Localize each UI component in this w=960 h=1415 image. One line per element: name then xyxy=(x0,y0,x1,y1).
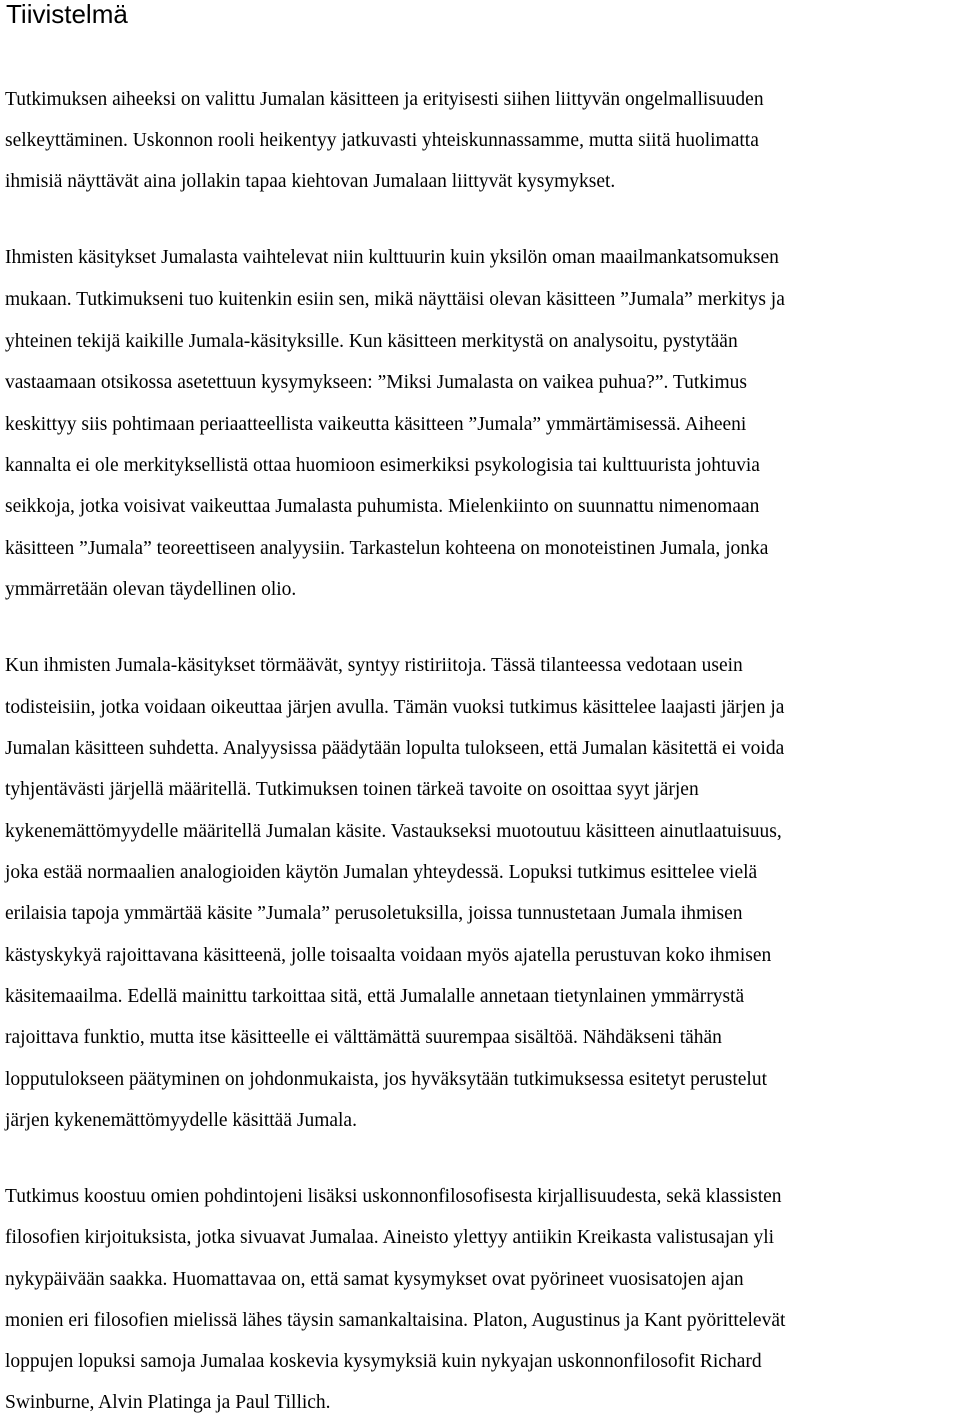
text-line: ihmisiä näyttävät aina jollakin tapaa kiehtovan Jumalaan liittyvät kysymykset. xyxy=(5,171,616,192)
text-line: Swinburne, Alvin Platinga ja Paul Tillich. xyxy=(5,1392,331,1413)
text-line: Ihmisten käsitykset Jumalasta vaihtelevat niin kulttuurin kuin yksilön oman maailmankatsomuksen xyxy=(5,247,779,268)
text-line: Tutkimus koostuu omien pohdintojeni lisäksi uskonnonfilosofisesta kirjallisuudesta, sekä klassisten xyxy=(5,1186,782,1207)
text-line: käsitteen ”Jumala” teoreettiseen analyysiin. Tarkastelun kohteena on monoteistinen Jumala, jonka xyxy=(5,538,769,559)
text-line: kannalta ei ole merkityksellistä ottaa huomioon esimerkiksi psykologisia tai kulttuurista johtuvia xyxy=(5,455,760,476)
text-line: tyhjentävästi järjellä määritellä. Tutkimuksen toinen tärkeä tavoite on osoittaa syyt järjen xyxy=(5,779,699,800)
text-line: loppujen lopuksi samoja Jumalaa koskevia kysymyksiä kuin nykyajan uskonnonfilosofit Richard xyxy=(5,1351,762,1372)
text-line: monien eri filosofien mielissä lähes täysin samankaltaisina. Platon, Augustinus ja Kant pyörittelevät xyxy=(5,1310,786,1331)
text-line: keskittyy siis pohtimaan periaatteellista vaikeutta käsitteen ”Jumala” ymmärtämisessä. Aiheeni xyxy=(5,414,747,435)
text-line: kästyskykyä rajoittavana käsitteenä, jolle toisaalta voidaan myös ajatella perustuvan koko ihmisen xyxy=(5,945,772,966)
text-line: selkeyttäminen. Uskonnon rooli heikentyy jatkuvasti yhteiskunnassamme, mutta siitä huolimatta xyxy=(5,130,759,151)
text-line: ymmärretään olevan täydellinen olio. xyxy=(5,579,297,600)
text-line: rajoittava funktio, mutta itse käsitteelle ei välttämättä suurempaa sisältöä. Nähdäkseni tähän xyxy=(5,1027,722,1048)
text-line: vastaamaan otsikossa asetettuun kysymykseen: ”Miksi Jumalasta on vaikea puhua?”. Tutkimus xyxy=(5,372,747,393)
text-line: Tutkimuksen aiheeksi on valittu Jumalan käsitteen ja erityisesti siihen liittyvän ongelmallisuuden xyxy=(5,89,764,110)
text-line: järjen kykenemättömyydelle käsittää Jumala. xyxy=(5,1110,357,1131)
text-line: Kun ihmisten Jumala-käsitykset törmäävät, syntyy ristiriitoja. Tässä tilanteessa vedotaan usein xyxy=(5,655,743,676)
text-line: yhteinen tekijä kaikille Jumala-käsityksille. Kun käsitteen merkitystä on analysoitu, pystytään xyxy=(5,331,738,352)
text-line: lopputulokseen päätyminen on johdonmukaista, jos hyväksytään tutkimuksessa esitetyt perustelut xyxy=(5,1069,768,1090)
text-line: seikkoja, jotka voisivat vaikeuttaa Jumalasta puhumista. Mielenkiinto on suunnattu nimenomaan xyxy=(5,496,760,517)
page-title: Tiivistelmä xyxy=(6,0,128,29)
text-line: mukaan. Tutkimukseni tuo kuitenkin esiin sen, mikä näyttäisi olevan käsitteen ”Jumala” merkitys ja xyxy=(5,289,785,310)
text-line: joka estää normaalien analogioiden käytön Jumalan yhteydessä. Lopuksi tutkimus esittelee vielä xyxy=(5,862,758,883)
text-line: todisteisiin, jotka voidaan oikeuttaa järjen avulla. Tämän vuoksi tutkimus käsittelee laajasti järjen ja xyxy=(5,697,785,718)
text-line: erilaisia tapoja ymmärtää käsite ”Jumala” perusoletuksilla, joissa tunnustetaan Jumala ihmisen xyxy=(5,903,743,924)
text-line: käsitemaailma. Edellä mainittu tarkoittaa sitä, että Jumalalle annetaan tietynlainen ymmärrystä xyxy=(5,986,745,1007)
text-line: Jumalan käsitteen suhdetta. Analyysissa päädytään lopulta tulokseen, että Jumalan käsitettä ei voida xyxy=(5,738,785,759)
text-line: filosofien kirjoituksista, jotka sivuavat Jumalaa. Aineisto ylettyy antiikin Kreikasta valistusajan yli xyxy=(5,1227,775,1248)
text-line: kykenemättömyydelle määritellä Jumalan käsite. Vastaukseksi muotoutuu käsitteen ainutlaatuisuus, xyxy=(5,821,782,842)
text-line: nykypäivään saakka. Huomattavaa on, että samat kysymykset ovat pyörineet vuosisatojen ajan xyxy=(5,1269,744,1290)
